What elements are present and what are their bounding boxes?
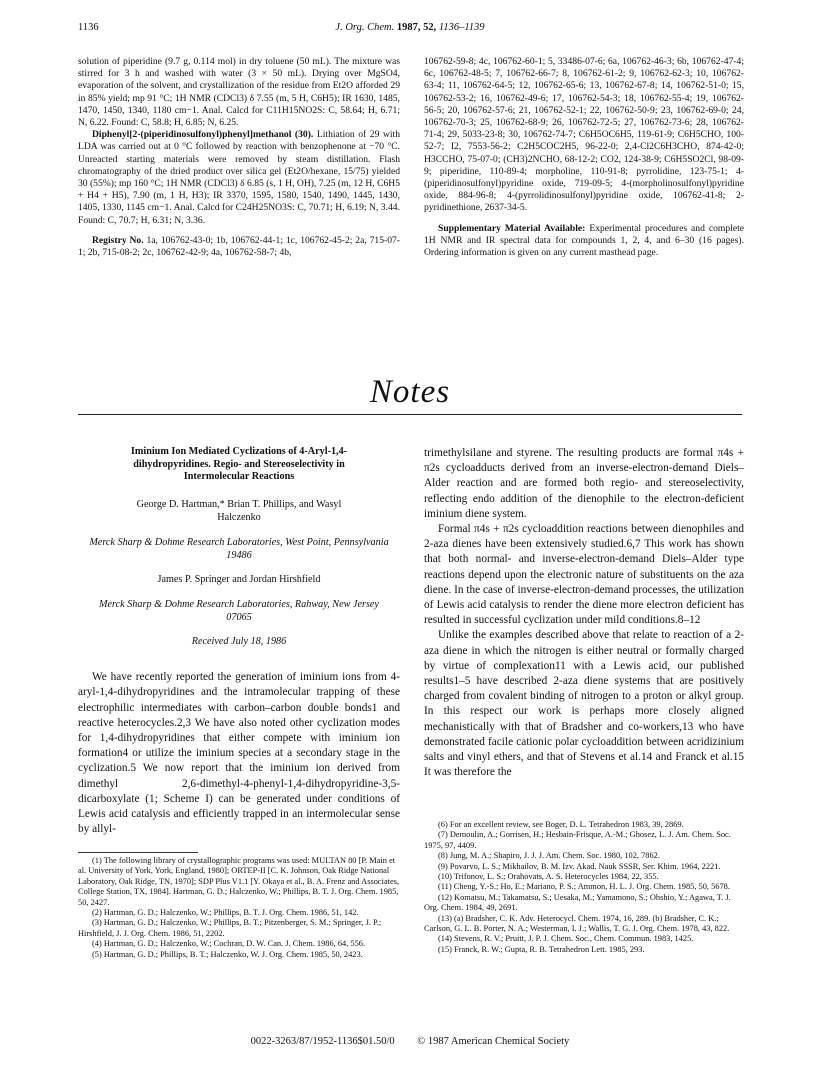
page-number: 1136 xyxy=(78,22,99,33)
experimental-paragraph-29: solution of piperidine (9.7 g, 0.114 mol) in dry toluene (50 mL). The mixture was stirred for 3 h and washed with water (3 × 50 mL). Drying over MgSO4, evaporation of the solvent, and crystallization of the residue from Et2O afforded 29 in 85% yield; mp 91 °C; 1H NMR (CDCl3) δ 7.55 (m, 5 H, C6H5); IR 1630, 1485, 1470, 1450, 1340, 1180 cm−1. Anal. Calcd for C11H15NO2S: C, 58.64; H, 6.71; N, 6.22. Found: C, 58.8; H, 6.85; N, 6.25. xyxy=(78,56,400,129)
footnote-item: (6) For an excellent review, see Boger, D. L. Tetrahedron 1983, 39, 2869. xyxy=(438,820,684,829)
footnote-item: (2) Hartman, G. D.; Halczenko, W.; Phillips, B. T. J. Org. Chem. 1986, 51, 142. xyxy=(92,908,359,918)
footnote-item: (8) Jung, M. A.; Shapiro, J. J. J. Am. Chem. Soc. 1980, 102, 7862. xyxy=(438,851,660,861)
footnote-item: (1) The following library of crystallographic programs was used: MULTAN 80 [P. Main et al. University of York, York, England, 1980]; ORTEP-II [C. K. Johnson, Oak Ridge National Laboratory, Oak Ridge, TN, 1970]; SDP Plus V1.1 [Y. Okaya et al., B. A. Frenz and Associates, College Station, TX, 1984]. Hartman, G. D.; Halczenko, W.; Phillips, B. T. J. Org. Chem. 1985, 50, 2427. xyxy=(78,856,400,907)
footnotes-left xyxy=(78,852,400,960)
affiliation-primary: Merck Sharp & Dohme Research Laboratories, West Point, Pennsylvania 19486 xyxy=(89,536,389,561)
top-left-column xyxy=(78,56,400,259)
footnote-item: (7) Demoulin, A.; Gorrisen, H.; Hesbain-Frisque, A.-M.; Ghosez, L. J. Am. Chem. Soc. 1975, 97, 4409. xyxy=(424,830,731,850)
supplementary-text: Experimental procedures and complete 1H NMR and IR spectral data for compounds 1, 2, 4, and 6–30 (16 pages). Ordering information is given on any current masthead page. xyxy=(424,222,744,259)
footnote-item: (12) Komatsu, M.; Takamatsu, S.; Uesaka, M.; Yamamono, S.; Ohshio, Y.; Agawa, T. J. Org. Chem. 1984, 49, 2691. xyxy=(424,892,731,913)
footnote-item: (3) Hartman, G. D.; Halczenko, W.; Phillips, B. T.; Pitzenberger, S. M.; Springer, J. P.; Hirshfield, J. J. Org. Chem. 1986, 51, 2202. xyxy=(78,918,382,938)
journal-pages: 1136–1139 xyxy=(438,22,485,33)
supplementary-heading: Supplementary Material Available: xyxy=(438,222,586,234)
footnote-item: (5) Hartman, G. D.; Phillips, B. T.; Halczenko, W. J. Org. Chem. 1985, 50, 2423. xyxy=(92,949,363,959)
authors-primary: George D. Hartman,* Brian T. Phillips, and Wasyl Halczenko xyxy=(136,498,342,523)
registry-paragraph xyxy=(78,235,400,259)
section-title: Notes xyxy=(369,374,451,410)
running-header xyxy=(78,22,742,38)
affiliation-secondary: Merck Sharp & Dohme Research Laboratories, Rahway, New Jersey 07065 xyxy=(99,598,379,623)
page-footer xyxy=(0,1036,820,1047)
article-body-right-3: Unlike the examples described above that relate to reaction of a 2-aza diene in which the nitrogen is either neutral or formally charged by virtue of complexation11 with a Lewis acid, our published results1–5 have described 2-aza diene systems that are positively charged from covalent binding of nitrogen to a proton or alkyl group. In this respect our work is perhaps more closely aligned mechanistically with that of Bradsher and co-workers,13 who have demonstrated facile cationic polar cycloaddition between acridizinium salts and vinyl ethers, and that of Stevens et al.14 and Franck et al.15 It was therefore the xyxy=(424,629,744,779)
experimental-paragraph-30 xyxy=(78,129,400,227)
footnote-item: (10) Trifonov, L. S.; Orahovats, A. S. Heterocycles 1984, 22, 355. xyxy=(438,872,659,882)
copyright: © 1987 American Chemical Society xyxy=(417,1036,570,1047)
article-title: Iminium Ion Mediated Cyclizations of 4-Aryl-1,4-dihydropyridines. Regio- and Stereoselectivity in Intermolecular Reactions xyxy=(130,446,348,483)
footnote-item: (13) (a) Bradsher, C. K. Adv. Heterocycl. Chem. 1974, 16, 289. (b) Bradsher, C. K.; Carlson, G. L. B. Porter, N. A.; Westerman, I. J.; Wallis, T. G. J. Org. Chem. 1978, 43, 822. xyxy=(424,913,730,934)
top-right-column xyxy=(424,56,744,259)
journal-citation xyxy=(78,22,742,33)
registry-heading: Registry No. xyxy=(92,234,144,246)
footnote-rule xyxy=(78,852,198,853)
received-date: Received July 18, 1986 xyxy=(191,635,287,647)
compound-30-heading: Diphenyl[2-(piperidinosulfonyl)phenyl]methanol (30). xyxy=(92,129,314,141)
journal-name: J. Org. Chem. xyxy=(335,22,395,33)
section-divider xyxy=(78,414,742,415)
supplementary-paragraph xyxy=(424,223,744,260)
footnotes-right xyxy=(424,820,744,955)
article-left-column xyxy=(78,446,400,837)
footnote-item: (15) Franck, R. W.; Gupta, R. B. Tetrahedron Lett. 1985, 293. xyxy=(438,944,645,954)
registry-text: 1a, 106762-43-0; 1b, 106762-44-1; 1c, 106762-45-2; 2a, 715-07-1; 2b, 715-08-2; 2c, 106762-42-9; 4a, 106762-58-7; 4b, xyxy=(78,234,400,259)
footnote-item: (11) Cheng, Y.-S.; Ho, E.; Mariano, P. S.; Ammon, H. L. J. Org. Chem. 1985, 50, 5678. xyxy=(438,882,730,892)
registry-continued: 106762-59-8; 4c, 106762-60-1; 5, 33486-07-6; 6a, 106762-46-3; 6b, 106762-47-4; 6c, 106762-48-5; 7, 106762-66-7; 8, 106762-61-2; 9, 106762-62-3; 10, 106762-63-4; 11, 106762-64-5; 12, 106762-65-6; 13, 106762-67-8; 14, 106762-51-0; 15, 106762-53-2; 16, 106762-49-6; 17, 106762-54-3; 18, 106762-55-4; 19, 106762-56-5; 20, 106762-57-6; 21, 106762-52-1; 22, 106762-50-9; 23, 106762-69-0; 24, 106762-70-3; 25, 106762-68-9; 26, 106762-72-5; 27, 106762-73-6; 28, 106762-71-4; 29, 5033-23-8; 30, 106762-74-7; C6H5OC6H5, 119-61-9; C6H5CHO, 100-52-7; I2, 7553-56-2; C2H5COC2H5, 96-22-0; 2,4-Cl2C6H3CHO, 874-42-0; H3CCHO, 75-07-0; (CH3)2NCHO, 68-12-2; CO2, 124-38-9; C6H5SO2Cl, 98-09-9; piperidine, 110-89-4; morpholine, 110-91-8; pyrrolidine, 123-75-1; 4-(piperidinosulfonyl)pyridine oxide, 719-09-5; 4-(morpholinosulfonyl)pyridine oxide, 884-96-8; 4-(pyrrolidinosulfonyl)pyridine oxide, 106762-41-8; 2-pyridinethione, 2637-34-5. xyxy=(424,56,744,214)
article-body-right-1: trimethylsilane and styrene. The resulting products are formal π4s + π2s cycloadducts derived from an inverse-electron-demand Diels–Alder reaction and are formed both regio- and stereoselectivity, reflecting endo addition of the dienophile to the electron-deficient iminium diene system. xyxy=(424,447,744,520)
article-code: 0022-3263/87/1952-1136$01.50/0 xyxy=(250,1036,395,1047)
journal-volume: 1987, 52, xyxy=(396,22,437,33)
article-body-left: We have recently reported the generation of iminium ions from 4-aryl-1,4-dihydropyridines and the intramolecular trapping of these electrophilic intermediates with carbon–carbon double bonds1 and reactive heterocycles.2,3 We have also noted other cyclization modes for 1,4-dihydropyridines that either compete with iminium ion formation4 or utilize the iminium species at a secondary stage in the cyclization.5 We now report that the iminium ion derived from dimethyl 2,6-dimethyl-4-phenyl-1,4-dihydropyridine-3,5-dicarboxylate (1; Scheme I) can be generated under conditions of Lewis acid catalysis and efficiently trapped in an intermolecular sense by allyl- xyxy=(78,671,400,836)
footnote-item: (9) Povarvo, L. S.; Mikhailov, B. M. Izv. Akad. Nauk SSSR, Ser. Khim. 1964, 2221. xyxy=(438,861,721,871)
authors-secondary: James P. Springer and Jordan Hirshfield xyxy=(157,573,321,585)
article-body-right-2: Formal π4s + π2s cycloaddition reactions between dienophiles and 2-aza dienes have been extensively studied.6,7 This work has shown that both normal- and inverse-electron-demand Diels–Alder type reactions depend upon the electronic nature of substituents on the aza diene. In the case of inverse-electron-demand processes, the utilization of Lewis acid catalysis to render the diene more electron deficient has resulted in successful cyclization under mild conditions.8–12 xyxy=(424,523,744,627)
article-right-column xyxy=(424,446,744,780)
footnote-item: (14) Stevens, R. V.; Pruitt, J. P. J. Chem. Soc., Chem. Commun. 1983, 1425. xyxy=(438,934,694,944)
footnote-item: (4) Hartman, G. D.; Halczenko, W.; Cochran, D. W. Can. J. Chem. 1986, 64, 556. xyxy=(92,939,366,949)
compound-30-text: Lithiation of 29 with LDA was carried out at 0 °C followed by reaction with benzophenone at −70 °C. Unreacted starting materials were removed by steam distillation. Flash chromatography of the dried product over silica gel (Et2O/hexane, 15/75) yielded 30 (55%); mp 160 °C; 1H NMR (CDCl3) δ 6.85 (s, 1 H, OH), 7.25 (m, 12 H, C6H5 + H4 + H5), 7.90 (m, 1 H, H3); IR 3370, 1595, 1580, 1540, 1490, 1445, 1430, 1405, 1330, 1145 cm−1. Anal. Calcd for C24H25NO3S: C, 70.71; H, 6.19; N, 3.44. Found: C, 70.7; H, 6.31; N, 3.36. xyxy=(78,129,401,226)
